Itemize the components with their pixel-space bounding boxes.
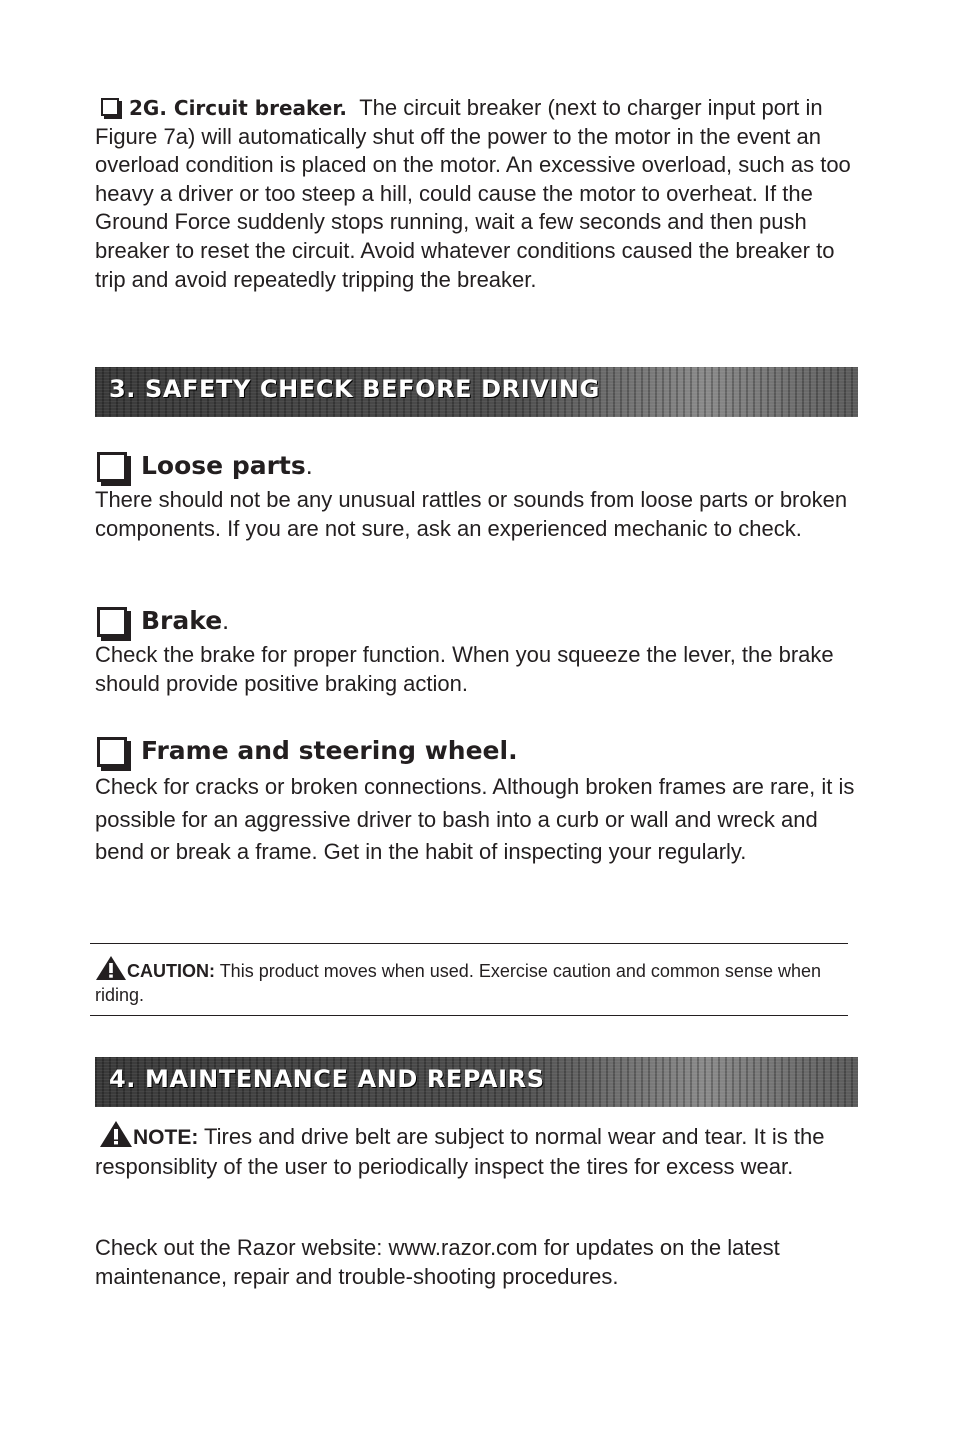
caution-label: CAUTION:: [127, 961, 215, 981]
note-paragraph: [95, 1120, 860, 1181]
loose-parts-heading: [97, 451, 497, 487]
loose-parts-body: There should not be any unusual rattles or sounds from loose parts or broken components. If you are not sure, ask an experienced mechanic to check.: [95, 487, 848, 541]
checkbox-icon[interactable]: [97, 607, 127, 637]
caution-text-block: [95, 955, 855, 1007]
brake-title: Brake: [141, 606, 223, 635]
brake-period: .: [222, 607, 230, 635]
checkbox-icon[interactable]: [97, 737, 127, 767]
note-text: Tires and drive belt are subject to normal wear and tear. It is the responsiblity of the user to periodically inspect the tires for excess wear.: [95, 1124, 825, 1179]
warning-triangle-icon: [99, 1120, 133, 1148]
section-4-header: [95, 1057, 858, 1107]
brake-body: Check the brake for proper function. When you squeeze the lever, the brake should provide positive braking action.: [95, 642, 834, 696]
checkbox-icon[interactable]: [97, 452, 127, 482]
frame-heading: [97, 736, 697, 772]
circuit-breaker-heading: 2G. Circuit breaker.: [129, 96, 347, 120]
circuit-breaker-paragraph: [95, 94, 860, 294]
circuit-breaker-text: The circuit breaker (next to charger input port in Figure 7a) will automatically shut off the power to the motor in the event an overload condition is placed on the motor. An excessive overload, such as too heavy a driver or too steep a hill, could cause the motor to overheat. If the Ground Force suddenly stops running, wait a few seconds and then push breaker to reset the circuit. Avoid whatever conditions caused the breaker to trip and avoid repeatedly tripping the breaker.: [95, 95, 851, 292]
section-3-header: [95, 367, 858, 417]
caution-bottom-rule: [90, 1015, 848, 1016]
brake-heading: [97, 606, 497, 642]
section-4-title: 4. MAINTENANCE AND REPAIRS: [109, 1065, 545, 1093]
warning-triangle-icon: [95, 955, 127, 981]
note-label: NOTE:: [133, 1126, 199, 1149]
caution-text: This product moves when used. Exercise caution and common sense when riding.: [95, 961, 821, 1005]
frame-body: Check for cracks or broken connections. Although broken frames are rare, it is possible for an aggressive driver to bash into a curb or wall and wreck and bend or break a frame. Get in the habit of inspecting your regularly.: [95, 774, 855, 864]
loose-parts-title: Loose parts: [141, 451, 306, 480]
loose-parts-period: .: [305, 452, 313, 480]
section-3-title: 3. SAFETY CHECK BEFORE DRIVING: [109, 375, 600, 403]
checkbox-icon[interactable]: [101, 98, 119, 116]
caution-top-rule: [90, 943, 848, 944]
frame-title: Frame and steering wheel.: [141, 736, 518, 765]
website-paragraph: Check out the Razor website: www.razor.com for updates on the latest maintenance, repair and trouble-shooting procedures.: [95, 1235, 780, 1289]
